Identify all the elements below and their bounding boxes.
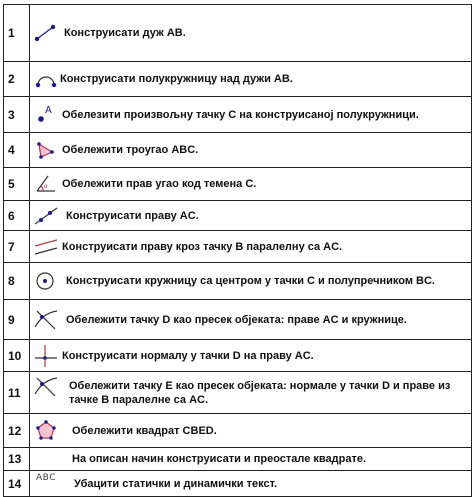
table-row	[4, 340, 472, 372]
text-icon-label: ABC	[36, 473, 56, 483]
semicircle-icon	[30, 66, 62, 92]
angle-icon	[30, 171, 62, 197]
parallel-line-icon	[30, 234, 62, 260]
table-row	[4, 471, 472, 497]
step-text: Конструисати нормалу у тачки D на праву AC.	[62, 349, 314, 362]
circle-icon	[30, 268, 62, 294]
construction-steps-table	[3, 4, 472, 497]
step-text: Конструисати праву кроз тачку B паралелну са AC.	[62, 240, 343, 253]
step-number: 4	[4, 133, 30, 168]
step-number: 3	[4, 97, 30, 133]
step-number: 9	[4, 300, 30, 340]
table-row	[4, 231, 472, 263]
polygon-icon	[30, 137, 62, 163]
step-number: 10	[4, 340, 30, 372]
point-icon	[30, 102, 62, 128]
step-number: 12	[4, 414, 30, 448]
intersect-icon-2	[30, 374, 62, 400]
step-text: Обележити квадрат CBED.	[72, 424, 217, 437]
regular-polygon-icon	[30, 418, 62, 444]
step-number: 2	[4, 62, 30, 97]
step-text: Обелезити произвољну тачку C на конструисаној полукружници.	[62, 108, 419, 121]
table-row	[4, 168, 472, 201]
intersect-icon	[30, 307, 62, 333]
step-number: 5	[4, 168, 30, 201]
text-icon	[30, 471, 62, 485]
table-row	[4, 201, 472, 231]
step-number: 8	[4, 263, 30, 300]
table-row	[4, 5, 472, 62]
table-row	[4, 300, 472, 340]
table-row	[4, 448, 472, 471]
step-text: Конструисати праву AC.	[66, 209, 199, 222]
table-row	[4, 372, 472, 414]
perpendicular-line-icon	[30, 343, 62, 369]
table-row	[4, 97, 472, 133]
step-number: 14	[4, 471, 30, 497]
step-text: Конструисати полукружницу над дужи AB.	[60, 73, 293, 85]
svg-text:α: α	[44, 184, 48, 190]
step-number: 6	[4, 201, 30, 231]
step-text: Обележити тачку D као пресек објеката: праве AC и кружнице.	[66, 313, 407, 326]
table-row	[4, 133, 472, 168]
table-row	[4, 414, 472, 448]
table-row	[4, 62, 472, 97]
line-icon	[30, 203, 62, 229]
table-row	[4, 263, 472, 300]
step-number: 1	[4, 5, 30, 62]
step-number: 13	[4, 448, 30, 471]
step-text: Обележити прав угао код темена C.	[62, 178, 257, 190]
step-text: Конструисати дуж AB.	[64, 27, 186, 39]
step-text: Обележити троугао ABC.	[62, 144, 199, 156]
step-text: На описан начин конструисати и преостале квадрате.	[72, 453, 367, 465]
step-number: 11	[4, 372, 30, 414]
step-number: 7	[4, 231, 30, 263]
step-text: Убацити статички и динамички текст.	[74, 477, 278, 490]
step-text: Обележити тачку E као пресек објеката: нормале у тачки D и праве из тачке B паралелне са AC.	[69, 379, 451, 406]
point-label: A	[45, 104, 52, 116]
segment-icon	[30, 20, 62, 46]
step-text: Конструисати кружницу са центром у тачки C и полупречником BC.	[66, 275, 435, 287]
